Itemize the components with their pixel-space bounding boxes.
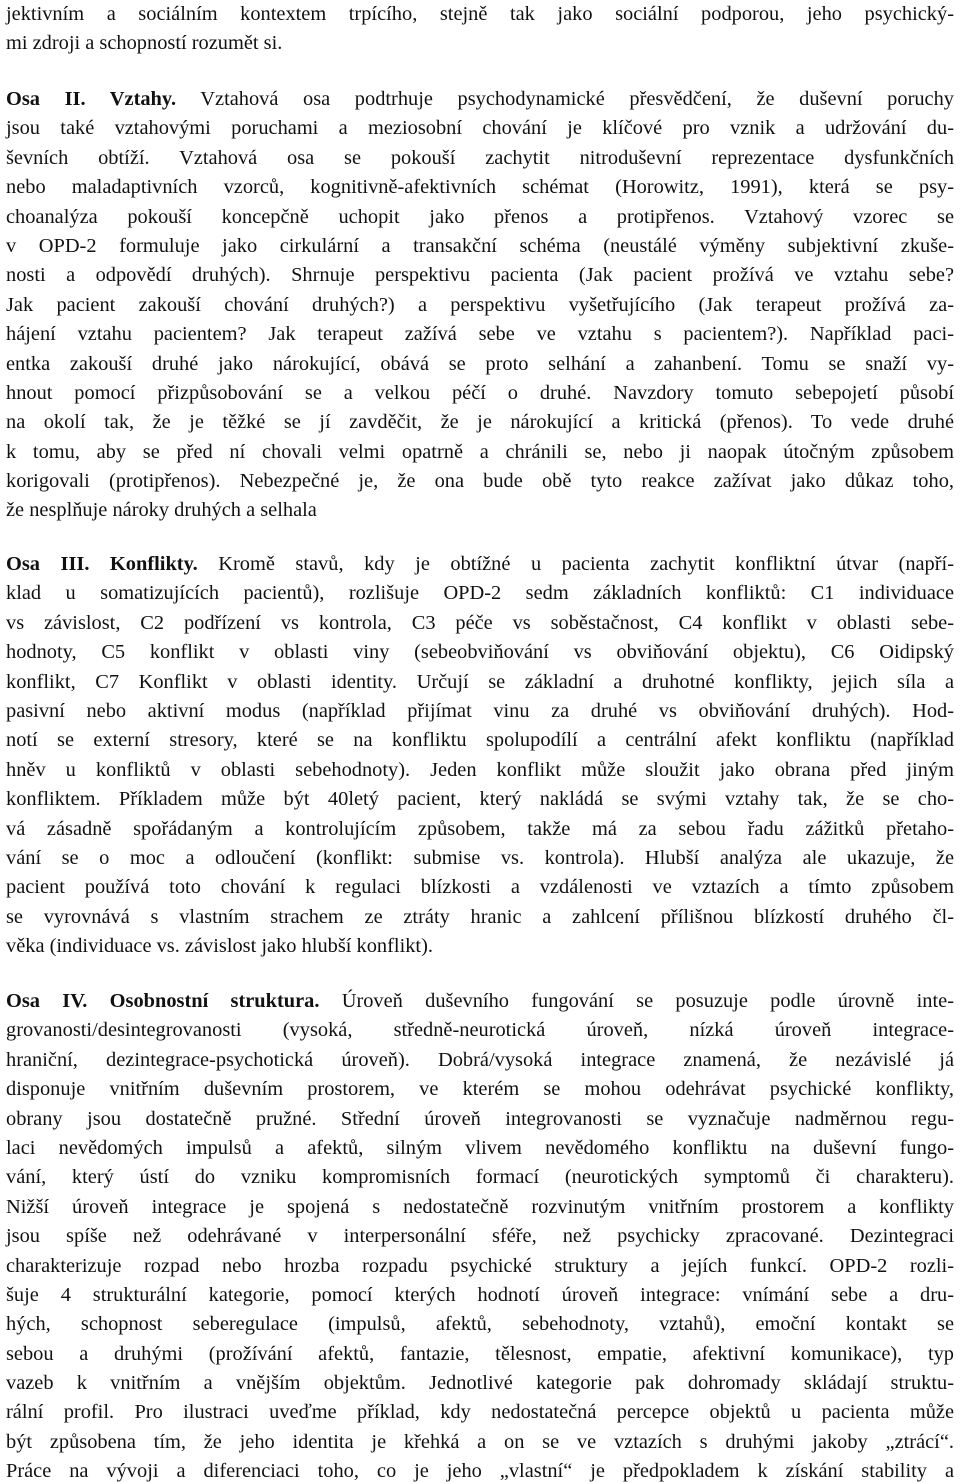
text-run: Úroveň duševního fungování se posuzuje podle úrovně inte- xyxy=(319,990,954,1012)
text-run: laci nevědomých impulsů a afektů, silným vlivem nevědomého konfliktu na duševní fungo- xyxy=(6,1136,954,1159)
text-line xyxy=(6,1398,954,1427)
text-line xyxy=(6,609,954,638)
text-line xyxy=(6,114,954,143)
section-heading: Osa II. Vztahy. xyxy=(6,88,177,110)
text-line xyxy=(6,320,954,349)
text-line xyxy=(6,261,954,290)
text-run: choanalýza pokouší koncepčně uchopit jako přenos a protipřenos. Vztahový vzorec se xyxy=(6,205,954,228)
text-line xyxy=(6,438,954,467)
text-line xyxy=(6,173,954,202)
text-run: že nesplňuje nároky druhých a selhala xyxy=(6,499,317,522)
text-run: sebou a druhými (prožívání afektů, fantazie, tělesnost, empatie, afektivní komunikace), typ xyxy=(6,1342,954,1365)
text-line xyxy=(6,1369,954,1398)
text-run: jsou spíše než odehrávané v interpersonální sféře, než psychicky zpracované. Dezintegraci xyxy=(6,1225,954,1248)
text-run: korigovali (protipřenos). Nebezpečné je, že ona bude obě tyto reakce zažívat jako důkaz toho, xyxy=(6,470,954,493)
text-run: se vyrovnává s vlastním strachem ze ztráty hranic a zahlcení přílišnou blízkostí druhého čl- xyxy=(6,905,954,928)
text-line xyxy=(6,1222,954,1251)
text-line xyxy=(6,903,954,932)
text-line xyxy=(6,873,954,902)
text-run: nosti a odpovědí druhých). Shrnuje perspektivu pacienta (Jak pacient prožívá ve vztahu sebe? xyxy=(6,264,954,287)
text-line xyxy=(6,232,954,261)
text-run: notí se externí stresory, které se na konfliktu spolupodílí a centrální afekt konfliktu (například xyxy=(6,729,954,752)
text-line xyxy=(6,467,954,496)
text-run: ševních obtíží. Vztahová osa se pokouší zachytit nitroduševní reprezentace dysfunkčních xyxy=(6,146,954,169)
section-heading: Osa IV. Osobnostní struktura. xyxy=(6,990,320,1012)
section-heading: Osa III. Konflikty. xyxy=(6,553,198,575)
text-run: pasivní nebo aktivní modus (například přijímat vinu za druhé vs obviňování druhých). Hod- xyxy=(6,699,954,722)
text-run: hájení vztahu pacientem? Jak terapeut zažívá sebe ve vztahu s pacientem?). Například paci- xyxy=(6,323,954,346)
text-run: rální profil. Pro ilustraci uveďme příklad, kdy nedostatečná percepce objektů u pacienta může xyxy=(6,1401,954,1424)
text-run: entka zakouší druhé jako nárokující, obává se proto selhání a zahanbení. Tomu se snaží vy- xyxy=(6,352,954,375)
text-line xyxy=(6,291,954,320)
text-run: na okolí tak, že je těžké se jí zavděčit, že je nárokující a kritická (přenos). To vede druhé xyxy=(6,411,954,434)
paragraph-axis-iv-personality-structure xyxy=(6,987,954,1482)
text-run: jektivním a sociálním kontextem trpícího, stejně tak jako sociální podporou, jeho psychický- xyxy=(6,3,954,25)
text-run: vá zásadně spořádaným a kontrolujícím způsobem, takže má za sebou řadu zážitků přetaho- xyxy=(6,817,954,840)
text-run: charakterizuje rozpad nebo hrozba rozpadu psychické struktury a jejích funkcí. OPD-2 rozli- xyxy=(6,1254,954,1277)
text-run: hnout pomocí přizpůsobování se a velkou péčí o druhé. Navzdory tomuto sebepojetí působí xyxy=(6,381,954,404)
text-run: nebo maladaptivních vzorců, kognitivně-afektivních schémat (Horowitz, 1991), která se psy- xyxy=(6,176,954,199)
text-run: hodnoty, C5 konflikt v oblasti viny (sebeobviňování vs obviňování objektu), C6 Oidipský xyxy=(6,641,954,664)
text-line xyxy=(6,932,954,961)
text-run: konfliktem. Příkladem může být 40letý pacient, který nakládá se svými vztahy tak, že se cho- xyxy=(6,788,954,811)
text-line xyxy=(6,29,954,58)
text-line xyxy=(6,1428,954,1457)
text-run: vs závislost, C2 podřízení vs kontrola, C3 péče vs soběstačnost, C4 konflikt v oblasti sebe- xyxy=(6,611,954,634)
text-line xyxy=(6,579,954,608)
text-line xyxy=(6,1281,954,1310)
text-line xyxy=(6,1134,954,1163)
text-line xyxy=(6,0,954,29)
text-run: hraniční, dezintegrace-psychotická úroveň). Dobrá/vysoká integrace znamená, že nezávislé já xyxy=(6,1048,954,1071)
text-line xyxy=(6,144,954,173)
text-run: věka (individuace vs. závislost jako hlubší konflikt). xyxy=(6,935,433,958)
text-line xyxy=(6,350,954,379)
text-line xyxy=(6,815,954,844)
paragraph-continuation xyxy=(6,0,954,59)
text-line xyxy=(6,1046,954,1075)
text-line xyxy=(6,408,954,437)
text-line xyxy=(6,550,954,579)
text-run: Nižší úroveň integrace je spojená s nedostatečně rozvinutým vnitřním prostorem a konflikty xyxy=(6,1195,954,1218)
text-line xyxy=(6,668,954,697)
text-line xyxy=(6,496,954,525)
text-run: vání se o moc a odloučení (konflikt: submise vs. kontrola). Hlubší analýza ale ukazuje, že xyxy=(6,846,954,869)
text-run: k tomu, aby se před ní chovali velmi opatrně a chránili se, nebo ji naopak útočným způsobem xyxy=(6,440,954,463)
text-line xyxy=(6,1252,954,1281)
text-line xyxy=(6,844,954,873)
text-run: v OPD-2 formuluje jako cirkulární a transakční schéma (neustálé výměny subjektivní zkuše- xyxy=(6,234,954,257)
text-line xyxy=(6,1163,954,1192)
text-line xyxy=(6,1105,954,1134)
text-run: vazeb k vnitřním a vnějším objektům. Jednotlivé kategorie pak dohromady skládají struktu- xyxy=(6,1372,954,1395)
text-line xyxy=(6,1193,954,1222)
text-run: hých, schopnost seberegulace (impulsů, afektů, sebehodnoty, vztahů), emoční kontakt se xyxy=(6,1313,954,1336)
text-run: pacient používá toto chování k regulaci blízkosti a vzdálenosti ve vztazích a tímto způsobem xyxy=(6,876,954,899)
text-line xyxy=(6,1016,954,1045)
text-run: konflikt, C7 Konflikt v oblasti identity. Určují se základní a druhotné konflikty, jejich síla a xyxy=(6,670,954,693)
text-line xyxy=(6,987,954,1016)
text-run: hněv u konfliktů v oblasti sebehodnoty). Jeden konflikt může sloužit jako obrana před jiným xyxy=(6,758,954,781)
text-run: disponuje vnitřním duševním prostorem, ve kterém se mohou odehrávat psychické konflikty, xyxy=(6,1078,954,1101)
text-run: Práce na vývoji a diferenciaci toho, co je jeho „vlastní“ je předpokladem k získání stability a xyxy=(6,1460,954,1482)
text-line xyxy=(6,85,954,114)
text-run: Kromě stavů, kdy je obtížné u pacienta zachytit konfliktní útvar (napří- xyxy=(197,553,954,575)
text-run: šuje 4 strukturální kategorie, pomocí kterých hodnotí úroveň integrace: vnímání sebe a dru- xyxy=(6,1283,954,1306)
text-line xyxy=(6,785,954,814)
text-run: jsou také vztahovými poruchami a meziosobní chování je klíčové pro vznik a udržování du- xyxy=(6,117,954,140)
text-run: obrany jsou dostatečně pružné. Střední úroveň integrovanosti se vyznačuje nadměrnou regu- xyxy=(6,1107,954,1130)
paragraph-axis-iii-conflicts xyxy=(6,550,954,961)
text-line xyxy=(6,1340,954,1369)
text-line xyxy=(6,379,954,408)
text-run: klad u somatizujících pacientů), rozlišuje OPD-2 sedm základních konfliktů: C1 individuace xyxy=(6,582,954,605)
text-line xyxy=(6,697,954,726)
text-line xyxy=(6,203,954,232)
text-run: mi zdroji a schopností rozumět si. xyxy=(6,32,283,55)
text-line xyxy=(6,726,954,755)
text-run: být způsobena tím, že jeho identita je křehká a on se ve vztazích s druhými jakoby „ztrácí“. xyxy=(6,1430,954,1453)
text-run: Vztahová osa podtrhuje psychodynamické přesvědčení, že duševní poruchy xyxy=(176,88,954,110)
text-line xyxy=(6,638,954,667)
text-run: Jak pacient zakouší chování druhých?) a perspektivu vyšetřujícího (Jak terapeut prožívá za- xyxy=(6,293,954,316)
text-line xyxy=(6,1075,954,1104)
text-line xyxy=(6,1310,954,1339)
text-line xyxy=(6,1457,954,1482)
paragraph-axis-ii-relationships xyxy=(6,85,954,526)
text-run: vání, který ústí do vzniku kompromisních formací (neurotických symptomů či charakteru). xyxy=(6,1166,954,1189)
text-run: grovanosti/desintegrovanosti (vysoká, středně-neurotická úroveň, nízká úroveň integrace- xyxy=(6,1019,954,1042)
text-line xyxy=(6,756,954,785)
